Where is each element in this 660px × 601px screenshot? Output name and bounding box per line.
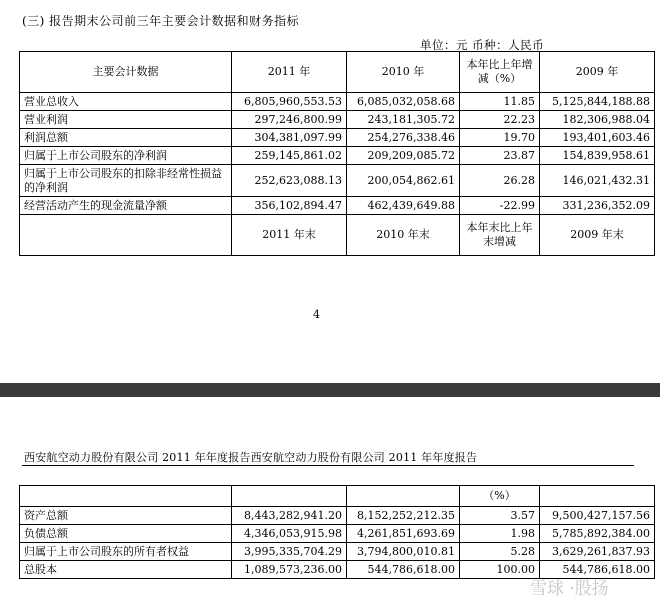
table-row [20,197,655,215]
cell-value: 243,181,305.72 [347,111,460,129]
cell-value: 544,786,618.00 [347,561,460,579]
header-cell [232,486,347,507]
row-label: 利润总额 [20,129,232,147]
row-label: 归属于上市公司股东的所有者权益 [20,543,232,561]
subheader-cell: 本年末比上年末增减 [460,215,540,256]
section-title: (三) 报告期末公司前三年主要会计数据和财务指标 [22,14,300,28]
financial-table-balance [19,485,655,579]
cell-value: 252,623,088.13 [232,165,347,197]
row-label: 营业总收入 [20,93,232,111]
header-cell: 2009 年 [540,52,655,93]
table-row [20,165,655,197]
cell-value: 331,236,352.09 [540,197,655,215]
row-label: 负债总额 [20,525,232,543]
cell-value: 8,152,252,212.35 [347,507,460,525]
row-label: 经营活动产生的现金流量净额 [20,197,232,215]
page-separator [0,383,660,397]
header-cell [20,486,232,507]
cell-value: 11.85 [460,93,540,111]
table-subheader-row [20,215,655,256]
cell-value: 200,054,862.61 [347,165,460,197]
cell-value: 304,381,097.99 [232,129,347,147]
watermark-text: 雪球 ·股扬 [530,579,609,599]
cell-value: 19.70 [460,129,540,147]
header-cell: （%） [460,486,540,507]
table-row [20,147,655,165]
cell-value: 3,995,335,704.29 [232,543,347,561]
row-label: 归属于上市公司股东的净利润 [20,147,232,165]
cell-value: 154,839,958.61 [540,147,655,165]
cell-value: 6,085,032,058.68 [347,93,460,111]
header-cell: 2011 年 [232,52,347,93]
header-cell: 主要会计数据 [20,52,232,93]
cell-value: -22.99 [460,197,540,215]
cell-value: 5.28 [460,543,540,561]
subheader-cell [20,215,232,256]
cell-value: 1,089,573,236.00 [232,561,347,579]
table-row [20,111,655,129]
financial-table-main [19,51,655,256]
cell-value: 3,629,261,837.93 [540,543,655,561]
row-label: 营业利润 [20,111,232,129]
row-label: 资产总额 [20,507,232,525]
cell-value: 462,439,649.88 [347,197,460,215]
cell-value: 193,401,603.46 [540,129,655,147]
cell-value: 26.28 [460,165,540,197]
cell-value: 5,785,892,384.00 [540,525,655,543]
cell-value: 22.23 [460,111,540,129]
cell-value: 4,346,053,915.98 [232,525,347,543]
page-number: 4 [313,308,320,321]
header-cell: 2010 年 [347,52,460,93]
header-cell: 本年比上年增减（%） [460,52,540,93]
table-row [20,507,655,525]
header-rule [22,465,634,466]
cell-value: 23.87 [460,147,540,165]
cell-value: 297,246,800.99 [232,111,347,129]
cell-value: 4,261,851,693.69 [347,525,460,543]
cell-value: 9,500,427,157.56 [540,507,655,525]
table-header-row [20,486,655,507]
cell-value: 8,443,282,941.20 [232,507,347,525]
cell-value: 254,276,338.46 [347,129,460,147]
cell-value: 6,805,960,553.53 [232,93,347,111]
cell-value: 5,125,844,188.88 [540,93,655,111]
subheader-cell: 2011 年末 [232,215,347,256]
table-row [20,543,655,561]
cell-value: 209,209,085.72 [347,147,460,165]
table-row [20,525,655,543]
cell-value: 259,145,861.02 [232,147,347,165]
unit-line: 单位：元 币种：人民币 [420,38,545,52]
cell-value: 146,021,432.31 [540,165,655,197]
cell-value: 544,786,618.00 [540,561,655,579]
cell-value: 3.57 [460,507,540,525]
table-header-row [20,52,655,93]
cell-value: 182,306,988.04 [540,111,655,129]
cell-value: 3,794,800,010.81 [347,543,460,561]
cell-value: 100.00 [460,561,540,579]
cell-value: 356,102,894.47 [232,197,347,215]
row-label: 归属于上市公司股东的扣除非经常性损益的净利润 [20,165,232,197]
subheader-cell: 2010 年末 [347,215,460,256]
header-cell [347,486,460,507]
header-cell [540,486,655,507]
row-label: 总股本 [20,561,232,579]
table-row [20,93,655,111]
report-header: 西安航空动力股份有限公司 2011 年年度报告西安航空动力股份有限公司 2011 年年度报告 [24,451,478,464]
cell-value: 1.98 [460,525,540,543]
subheader-cell: 2009 年末 [540,215,655,256]
table-row [20,129,655,147]
